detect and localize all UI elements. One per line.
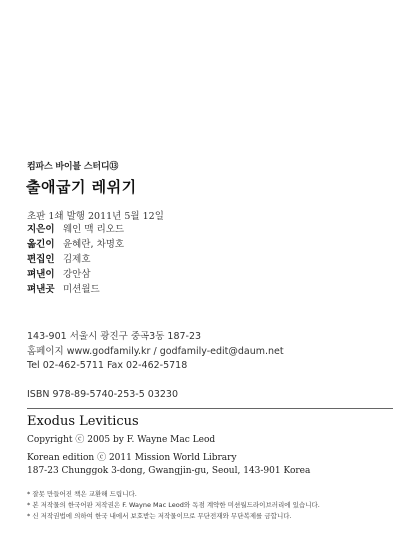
address-line: 143-901 서울시 광진구 중곡3동 187-23 — [27, 331, 202, 342]
credit-row-publisher — [27, 267, 124, 282]
homepage-line: 홈페이지 www.godfamily.kr / godfamily-edit@daum.net — [27, 345, 284, 357]
korean-edition-block — [27, 452, 310, 478]
publisher-contact — [27, 330, 284, 374]
phone-line: Tel 02-462-5711 Fax 02-462-5718 — [27, 360, 188, 371]
series-label: 컴파스 바이블 스터디⑬ — [27, 162, 119, 172]
credit-row-translator — [27, 237, 124, 252]
credit-label: 펴낸이 — [27, 269, 55, 280]
credit-label: 옮긴이 — [27, 239, 55, 250]
notice-item: * 신 저작권법에 의하여 한국 내에서 보호받는 저작물이므로 무단전재와 무단복제를 금합니다. — [27, 512, 292, 520]
notice-item: * 잘못 만들어진 책은 교환해 드립니다. — [27, 490, 137, 498]
book-title: 출애굽기 레위기 — [26, 178, 137, 196]
credit-row-author — [27, 222, 124, 237]
legal-notices — [27, 489, 320, 522]
credit-label: 편집인 — [27, 254, 55, 265]
english-copyright: Copyright ⓒ 2005 by F. Wayne Mac Leod — [27, 435, 216, 445]
credit-value: 김제호 — [63, 254, 91, 265]
english-title: Exodus Leviticus — [27, 414, 139, 429]
credit-value: 윤혜란, 차명호 — [63, 239, 125, 250]
credit-value: 미션월드 — [63, 284, 100, 295]
credit-row-imprint — [27, 282, 124, 297]
credit-value: 강안삼 — [63, 269, 91, 280]
credits-list — [27, 222, 124, 297]
credit-label: 펴낸곳 — [27, 284, 55, 295]
korean-edition-line: Korean edition ⓒ 2011 Mission World Library — [27, 453, 237, 463]
credit-label: 지은이 — [27, 224, 55, 235]
notice-item: * 본 저작물의 한국어판 저작권은 F. Wayne Mac Leod와 독점 계약한 미션월드라이브러리에 있습니다. — [27, 501, 320, 509]
isbn: ISBN 978-89-5740-253-5 03230 — [27, 389, 179, 400]
publication-date: 초판 1쇄 발행 2011년 5월 12일 — [27, 211, 164, 222]
credit-value: 웨인 맥 리오드 — [63, 224, 125, 235]
section-divider — [27, 408, 393, 409]
english-address-line: 187-23 Chunggok 3-dong, Gwangjin-gu, Seoul, 143-901 Korea — [27, 466, 311, 476]
credit-row-editor — [27, 252, 124, 267]
